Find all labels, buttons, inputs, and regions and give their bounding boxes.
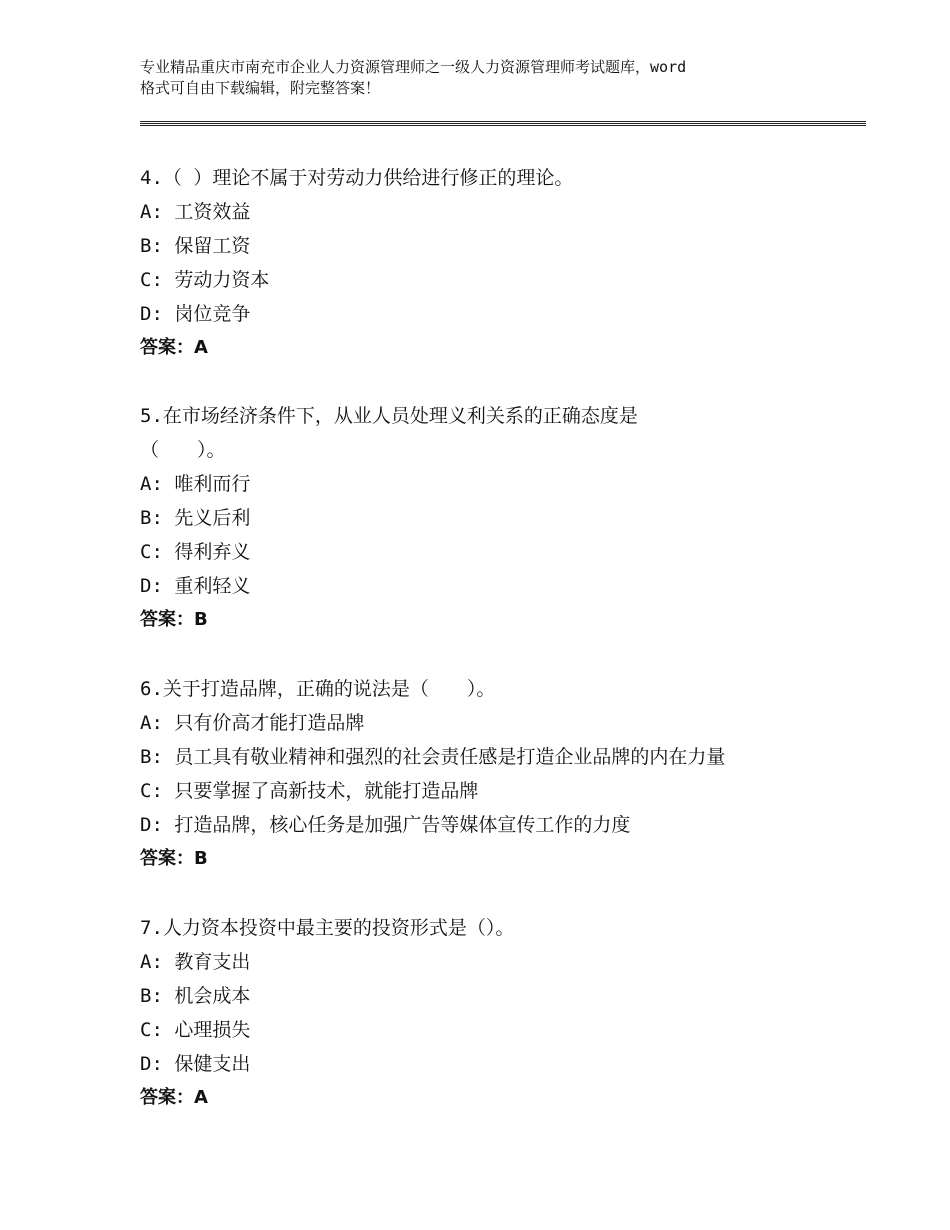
answer-label: 答案：B [140,609,208,630]
option-b: B: 先义后利 [140,507,251,529]
question-7 [140,911,860,1115]
header-divider-line [140,125,866,126]
option-c: C: 劳动力资本 [140,269,270,291]
option-b: B: 保留工资 [140,235,251,257]
option-b: B: 员工具有敬业精神和强烈的社会责任感是打造企业品牌的内在力量 [140,746,726,768]
option-d: D: 保健支出 [140,1053,251,1075]
question-stem: 6.关于打造品牌，正确的说法是（ ）。 [140,678,496,700]
header-line-1: 专业精品重庆市南充市企业人力资源管理师之一级人力资源管理师考试题库，word [140,58,687,76]
option-a: A: 教育支出 [140,951,251,973]
header-line-2: 格式可自由下载编辑，附完整答案！ [140,79,381,97]
answer-label: 答案：B [140,848,208,869]
header-divider-line [140,121,866,122]
question-stem: 4.（ ）理论不属于对劳动力供给进行修正的理论。 [140,167,574,189]
question-5 [140,399,860,637]
option-c: C: 得利弃义 [140,541,251,563]
option-c: C: 只要掌握了高新技术，就能打造品牌 [140,780,479,802]
question-stem: 7.人力资本投资中最主要的投资形式是（）。 [140,917,515,939]
option-d: D: 打造品牌，核心任务是加强广告等媒体宣传工作的力度 [140,814,631,836]
answer-label: 答案：A [140,1087,208,1108]
option-d: D: 岗位竞争 [140,303,251,325]
option-a: A: 唯利而行 [140,473,251,495]
option-b: B: 机会成本 [140,985,251,1007]
header-divider-line [140,123,866,124]
document-header [140,57,840,99]
question-6 [140,672,860,876]
option-a: A: 工资效益 [140,201,251,223]
answer-label: 答案：A [140,337,208,358]
option-a: A: 只有价高才能打造品牌 [140,712,365,734]
option-c: C: 心理损失 [140,1019,251,1041]
question-4 [140,161,860,365]
option-d: D: 重利轻义 [140,575,251,597]
question-stem: 5.在市场经济条件下，从业人员处理义利关系的正确态度是（ ）。 [140,405,638,461]
